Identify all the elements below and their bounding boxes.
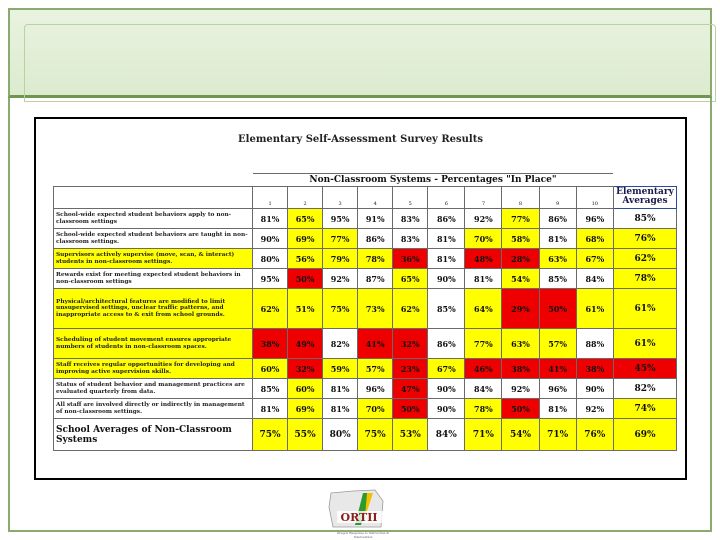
survey-value-cell: 36% bbox=[393, 249, 428, 269]
survey-value-cell: 85% bbox=[253, 379, 288, 399]
survey-value-cell: 85% bbox=[539, 269, 576, 289]
survey-value-cell: 47% bbox=[393, 379, 428, 399]
survey-value-cell: 88% bbox=[576, 329, 613, 359]
school-number-header: 8 bbox=[502, 187, 539, 209]
logo-wordmark: ORTII bbox=[340, 511, 378, 524]
school-average-cell: 71% bbox=[539, 419, 576, 451]
survey-value-cell: 50% bbox=[393, 399, 428, 419]
school-average-cell: 55% bbox=[288, 419, 323, 451]
oregon-outline bbox=[24, 24, 716, 102]
ortii-logo bbox=[303, 487, 413, 537]
frame-left-border bbox=[8, 98, 10, 532]
survey-value-cell: 86% bbox=[539, 209, 576, 229]
survey-value-cell: 58% bbox=[502, 229, 539, 249]
logo-caption: Oregon Response to Instruction & Intervention bbox=[336, 531, 390, 539]
survey-value-cell: 32% bbox=[393, 329, 428, 359]
survey-value-cell: 41% bbox=[539, 359, 576, 379]
survey-item-label: Staff receives regular opportunities for developing and improving active supervision skills. bbox=[54, 359, 253, 379]
survey-value-cell: 81% bbox=[253, 209, 288, 229]
survey-value-cell: 92% bbox=[576, 399, 613, 419]
survey-item-label: School-wide expected student behaviors are taught in non-classroom settings. bbox=[54, 229, 253, 249]
survey-value-cell: 65% bbox=[288, 209, 323, 229]
survey-value-cell: 90% bbox=[428, 399, 465, 419]
school-average-cell: 71% bbox=[465, 419, 502, 451]
survey-item-label: Supervisors actively supervise (move, scan, & interact) students in non-classroom settings. bbox=[54, 249, 253, 269]
survey-value-cell: 86% bbox=[358, 229, 393, 249]
survey-value-cell: 67% bbox=[428, 359, 465, 379]
survey-value-cell: 69% bbox=[288, 399, 323, 419]
survey-value-cell: 49% bbox=[288, 329, 323, 359]
row-average-cell: 74% bbox=[613, 399, 676, 419]
survey-value-cell: 78% bbox=[358, 249, 393, 269]
survey-value-cell: 59% bbox=[323, 359, 358, 379]
overall-average-cell: 69% bbox=[613, 419, 676, 451]
school-number-header: 7 bbox=[465, 187, 502, 209]
row-average-cell: 61% bbox=[613, 289, 676, 329]
survey-value-cell: 96% bbox=[358, 379, 393, 399]
survey-value-cell: 46% bbox=[465, 359, 502, 379]
survey-value-cell: 86% bbox=[428, 209, 465, 229]
school-average-cell: 84% bbox=[428, 419, 465, 451]
row-average-cell: 61% bbox=[613, 329, 676, 359]
survey-value-cell: 78% bbox=[465, 399, 502, 419]
survey-value-cell: 79% bbox=[323, 249, 358, 269]
survey-value-cell: 81% bbox=[428, 229, 465, 249]
survey-item-label: Scheduling of student movement ensures appropriate numbers of students in non-classroom spaces. bbox=[54, 329, 253, 359]
school-averages-label: School Averages of Non-Classroom Systems bbox=[54, 419, 253, 451]
school-number-header: 4 bbox=[358, 187, 393, 209]
survey-table bbox=[53, 173, 677, 451]
survey-value-cell: 50% bbox=[502, 399, 539, 419]
survey-value-cell: 90% bbox=[428, 379, 465, 399]
survey-value-cell: 92% bbox=[465, 209, 502, 229]
school-number-header: 9 bbox=[539, 187, 576, 209]
survey-value-cell: 80% bbox=[253, 249, 288, 269]
survey-title: Elementary Self-Assessment Survey Results bbox=[238, 134, 483, 145]
survey-value-cell: 90% bbox=[428, 269, 465, 289]
survey-item-label: All staff are involved directly or indirectly in management of non-classroom settings. bbox=[54, 399, 253, 419]
survey-value-cell: 56% bbox=[288, 249, 323, 269]
survey-value-cell: 70% bbox=[358, 399, 393, 419]
survey-row bbox=[54, 359, 677, 379]
survey-value-cell: 95% bbox=[323, 209, 358, 229]
survey-subtitle: Non-Classroom Systems - Percentages "In Place" bbox=[253, 174, 614, 187]
survey-value-cell: 32% bbox=[288, 359, 323, 379]
survey-value-cell: 87% bbox=[358, 269, 393, 289]
school-average-cell: 53% bbox=[393, 419, 428, 451]
school-average-cell: 76% bbox=[576, 419, 613, 451]
survey-value-cell: 92% bbox=[502, 379, 539, 399]
survey-value-cell: 38% bbox=[576, 359, 613, 379]
item-header-blank bbox=[54, 187, 253, 209]
slide-header-band bbox=[8, 8, 712, 98]
survey-value-cell: 91% bbox=[358, 209, 393, 229]
frame-right-border bbox=[710, 98, 712, 532]
survey-value-cell: 29% bbox=[502, 289, 539, 329]
survey-value-cell: 77% bbox=[465, 329, 502, 359]
survey-value-cell: 38% bbox=[502, 359, 539, 379]
survey-value-cell: 69% bbox=[288, 229, 323, 249]
survey-value-cell: 62% bbox=[253, 289, 288, 329]
survey-row bbox=[54, 249, 677, 269]
survey-value-cell: 63% bbox=[539, 249, 576, 269]
school-average-cell: 75% bbox=[253, 419, 288, 451]
survey-value-cell: 81% bbox=[539, 399, 576, 419]
survey-results-panel bbox=[34, 117, 687, 480]
survey-row bbox=[54, 269, 677, 289]
survey-item-label: Rewards exist for meeting expected student behaviors in non-classroom settings bbox=[54, 269, 253, 289]
survey-value-cell: 62% bbox=[393, 289, 428, 329]
survey-value-cell: 85% bbox=[428, 289, 465, 329]
row-average-cell: 45% bbox=[613, 359, 676, 379]
survey-value-cell: 64% bbox=[465, 289, 502, 329]
survey-value-cell: 50% bbox=[288, 269, 323, 289]
survey-value-cell: 28% bbox=[502, 249, 539, 269]
survey-item-label: School-wide expected student behaviors apply to non-classroom settings bbox=[54, 209, 253, 229]
school-number-header: 6 bbox=[428, 187, 465, 209]
survey-value-cell: 38% bbox=[253, 329, 288, 359]
row-average-cell: 76% bbox=[613, 229, 676, 249]
elementary-averages-header: Elementary Averages bbox=[613, 187, 676, 209]
ortii-logo-graphic bbox=[303, 487, 413, 537]
school-number-header: 5 bbox=[393, 187, 428, 209]
survey-value-cell: 77% bbox=[323, 229, 358, 249]
survey-value-cell: 81% bbox=[539, 229, 576, 249]
survey-value-cell: 84% bbox=[576, 269, 613, 289]
survey-value-cell: 82% bbox=[323, 329, 358, 359]
survey-value-cell: 90% bbox=[576, 379, 613, 399]
survey-value-cell: 68% bbox=[576, 229, 613, 249]
survey-value-cell: 73% bbox=[358, 289, 393, 329]
survey-value-cell: 60% bbox=[253, 359, 288, 379]
school-number-header: 3 bbox=[323, 187, 358, 209]
row-average-cell: 85% bbox=[613, 209, 676, 229]
school-number-header: 10 bbox=[576, 187, 613, 209]
school-number-header: 2 bbox=[288, 187, 323, 209]
subtitle-row bbox=[54, 174, 677, 187]
survey-value-cell: 23% bbox=[393, 359, 428, 379]
survey-row bbox=[54, 329, 677, 359]
survey-value-cell: 81% bbox=[428, 249, 465, 269]
survey-value-cell: 48% bbox=[465, 249, 502, 269]
survey-value-cell: 60% bbox=[288, 379, 323, 399]
survey-value-cell: 63% bbox=[502, 329, 539, 359]
survey-value-cell: 96% bbox=[539, 379, 576, 399]
survey-row bbox=[54, 399, 677, 419]
survey-value-cell: 51% bbox=[288, 289, 323, 329]
survey-row bbox=[54, 289, 677, 329]
survey-row bbox=[54, 379, 677, 399]
row-average-cell: 82% bbox=[613, 379, 676, 399]
survey-value-cell: 65% bbox=[393, 269, 428, 289]
survey-value-cell: 84% bbox=[465, 379, 502, 399]
survey-value-cell: 90% bbox=[253, 229, 288, 249]
survey-value-cell: 83% bbox=[393, 229, 428, 249]
survey-value-cell: 92% bbox=[323, 269, 358, 289]
survey-value-cell: 77% bbox=[502, 209, 539, 229]
survey-value-cell: 61% bbox=[576, 289, 613, 329]
survey-value-cell: 81% bbox=[465, 269, 502, 289]
survey-table-wrap bbox=[53, 173, 677, 451]
survey-item-label: Physical/architectural features are modified to limit unsupervised settings, unclear traffic patterns, and inappropriate access to & exit from school grounds. bbox=[54, 289, 253, 329]
survey-value-cell: 95% bbox=[253, 269, 288, 289]
survey-value-cell: 96% bbox=[576, 209, 613, 229]
survey-value-cell: 57% bbox=[539, 329, 576, 359]
survey-value-cell: 81% bbox=[323, 399, 358, 419]
survey-value-cell: 41% bbox=[358, 329, 393, 359]
row-average-cell: 62% bbox=[613, 249, 676, 269]
school-averages-row bbox=[54, 419, 677, 451]
survey-row bbox=[54, 209, 677, 229]
survey-item-label: Status of student behavior and management practices are evaluated quarterly from data. bbox=[54, 379, 253, 399]
survey-value-cell: 50% bbox=[539, 289, 576, 329]
survey-value-cell: 81% bbox=[253, 399, 288, 419]
survey-value-cell: 81% bbox=[323, 379, 358, 399]
survey-value-cell: 54% bbox=[502, 269, 539, 289]
school-number-header: 1 bbox=[253, 187, 288, 209]
survey-value-cell: 83% bbox=[393, 209, 428, 229]
survey-value-cell: 86% bbox=[428, 329, 465, 359]
survey-value-cell: 67% bbox=[576, 249, 613, 269]
header-row bbox=[54, 187, 677, 209]
survey-value-cell: 75% bbox=[323, 289, 358, 329]
school-average-cell: 54% bbox=[502, 419, 539, 451]
school-average-cell: 80% bbox=[323, 419, 358, 451]
survey-value-cell: 57% bbox=[358, 359, 393, 379]
school-average-cell: 75% bbox=[358, 419, 393, 451]
survey-row bbox=[54, 229, 677, 249]
row-average-cell: 78% bbox=[613, 269, 676, 289]
survey-value-cell: 70% bbox=[465, 229, 502, 249]
